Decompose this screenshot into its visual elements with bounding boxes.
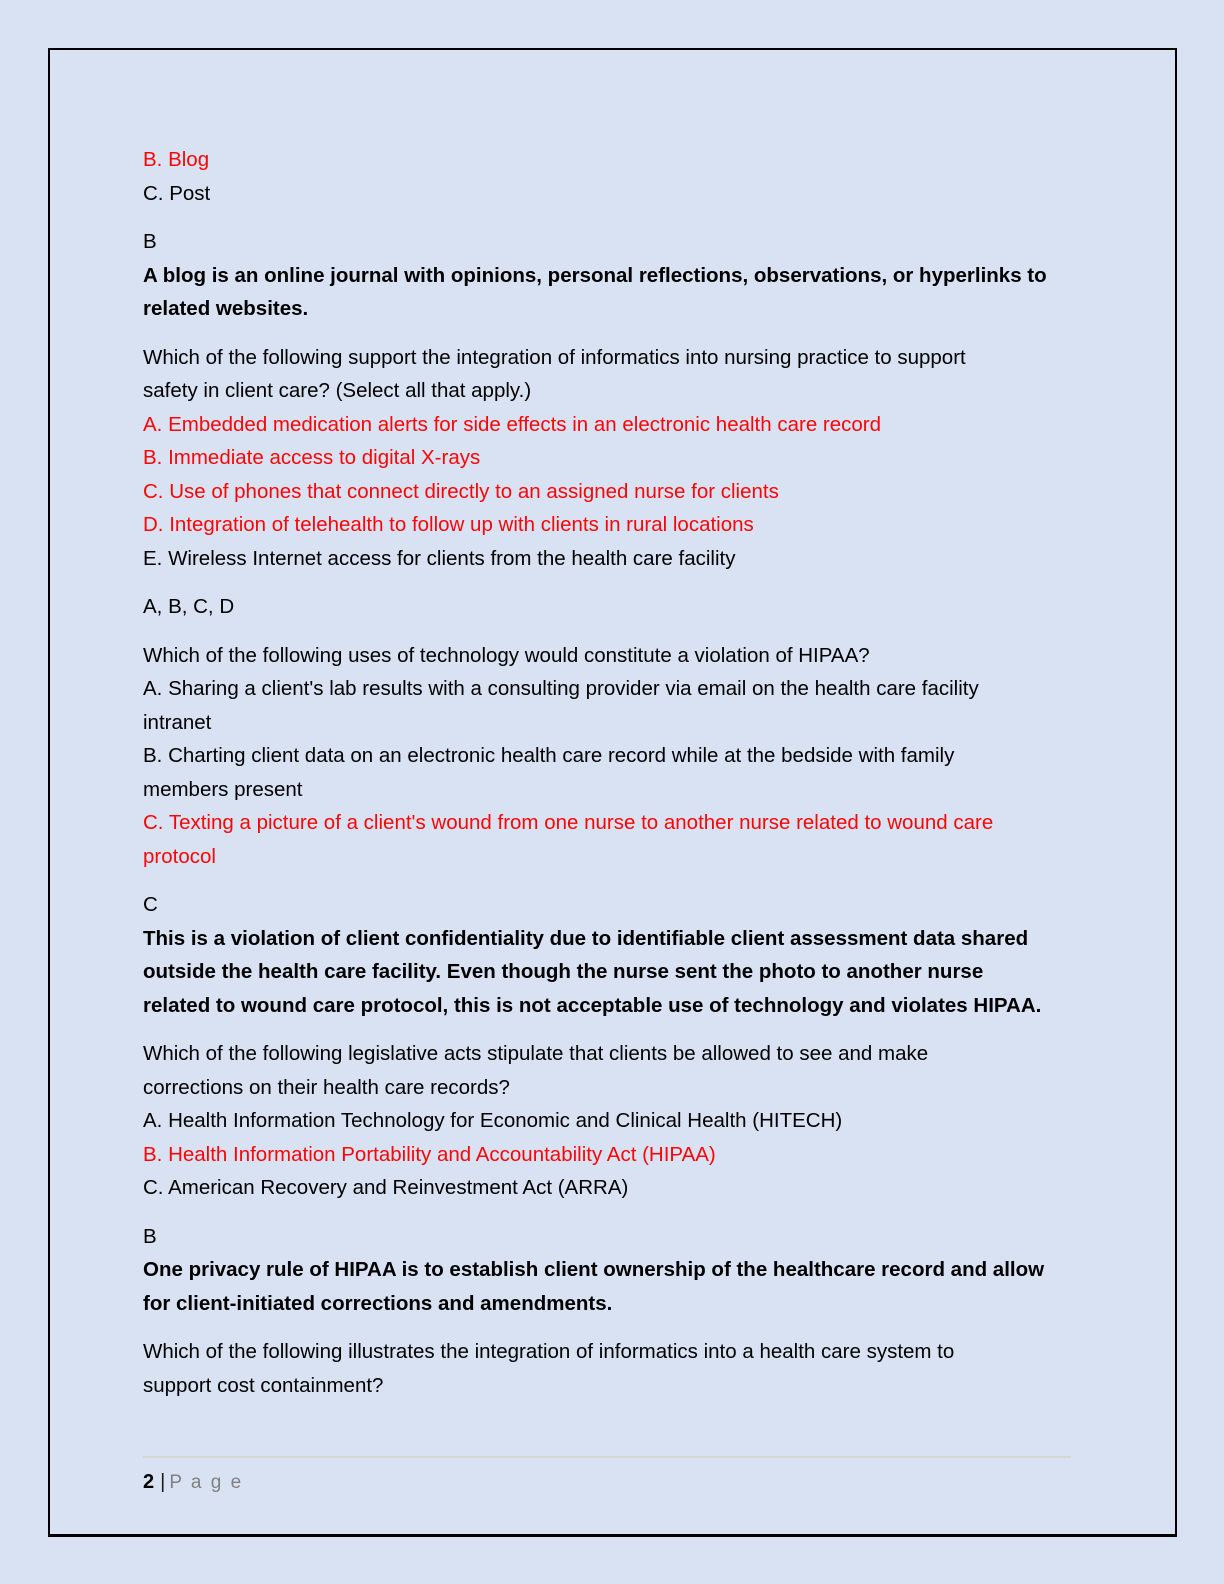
- text-line: D. Integration of telehealth to follow up with clients in rural locations: [143, 513, 754, 536]
- paragraph: [143, 1037, 1148, 1205]
- footer-divider: [143, 1456, 1071, 1458]
- text-line: corrections on their health care records?: [143, 1075, 510, 1099]
- text-line: B. Immediate access to digital X-rays: [143, 446, 481, 469]
- text-line: B. Health Information Portability and Accountability Act (HIPAA): [143, 1142, 716, 1166]
- footer-text: [143, 1470, 1071, 1495]
- text-line: A. Embedded medication alerts for side effects in an electronic health care record: [143, 412, 882, 436]
- text-line: Which of the following support the integration of informatics into nursing practice to support: [143, 345, 966, 369]
- text-line: members present: [143, 777, 303, 801]
- text-line: intranet: [143, 710, 212, 734]
- text-line: related websites.: [143, 297, 309, 320]
- text-line: support cost containment?: [143, 1373, 384, 1397]
- text-line: Which of the following legislative acts stipulate that clients be allowed to see and make: [143, 1042, 929, 1065]
- page-number: 2: [143, 1471, 155, 1493]
- paragraph: [143, 1220, 1148, 1321]
- text-line: protocol: [143, 844, 216, 868]
- text-line: A blog is an online journal with opinions, personal reflections, observations, or hyperlinks to: [143, 263, 1047, 287]
- paragraph: [143, 341, 1148, 576]
- text-line: This is a violation of client confidentiality due to identifiable client assessment data shared: [143, 926, 1029, 950]
- text-line: related to wound care protocol, this is not acceptable use of technology and violates HIPAA.: [143, 993, 1042, 1017]
- text-line: C: [143, 893, 158, 916]
- text-line: C. Texting a picture of a client's wound from one nurse to another nurse related to wound care: [143, 811, 994, 834]
- footer-page-label: P a g e: [169, 1472, 244, 1493]
- paragraph: [143, 1335, 1148, 1402]
- paragraph: [143, 590, 1148, 624]
- text-line: outside the health care facility. Even though the nurse sent the photo to another nurse: [143, 960, 984, 983]
- document-content: [143, 143, 1148, 1417]
- footer-separator: |: [160, 1471, 166, 1493]
- text-line: Which of the following uses of technology would constitute a violation of HIPAA?: [143, 643, 870, 667]
- text-line: A. Sharing a client's lab results with a consulting provider via email on the health care facility: [143, 677, 979, 700]
- text-line: C. Use of phones that connect directly to an assigned nurse for clients: [143, 479, 779, 503]
- text-line: for client-initiated corrections and amendments.: [143, 1291, 613, 1315]
- text-line: Which of the following illustrates the integration of informatics into a health care system to: [143, 1340, 955, 1363]
- text-line: safety in client care? (Select all that apply.): [143, 379, 532, 402]
- text-line: C. American Recovery and Reinvestment Act (ARRA): [143, 1176, 629, 1199]
- text-line: B: [143, 230, 157, 253]
- paragraph: [143, 143, 1148, 210]
- text-line: A, B, C, D: [143, 595, 235, 618]
- paragraph: [143, 888, 1148, 1022]
- text-line: B. Blog: [143, 148, 210, 171]
- paragraph: [143, 639, 1148, 874]
- text-line: A. Health Information Technology for Economic and Clinical Health (HITECH): [143, 1109, 843, 1132]
- page-border-frame: [48, 48, 1177, 1537]
- text-line: One privacy rule of HIPAA is to establish client ownership of the healthcare record and allow: [143, 1258, 1045, 1281]
- page-footer: [143, 1456, 1071, 1495]
- text-line: B. Charting client data on an electronic health care record while at the bedside with family: [143, 744, 955, 767]
- text-line: C. Post: [143, 181, 211, 205]
- text-line: B: [143, 1224, 157, 1248]
- text-line: E. Wireless Internet access for clients from the health care facility: [143, 546, 736, 570]
- paragraph: [143, 225, 1148, 326]
